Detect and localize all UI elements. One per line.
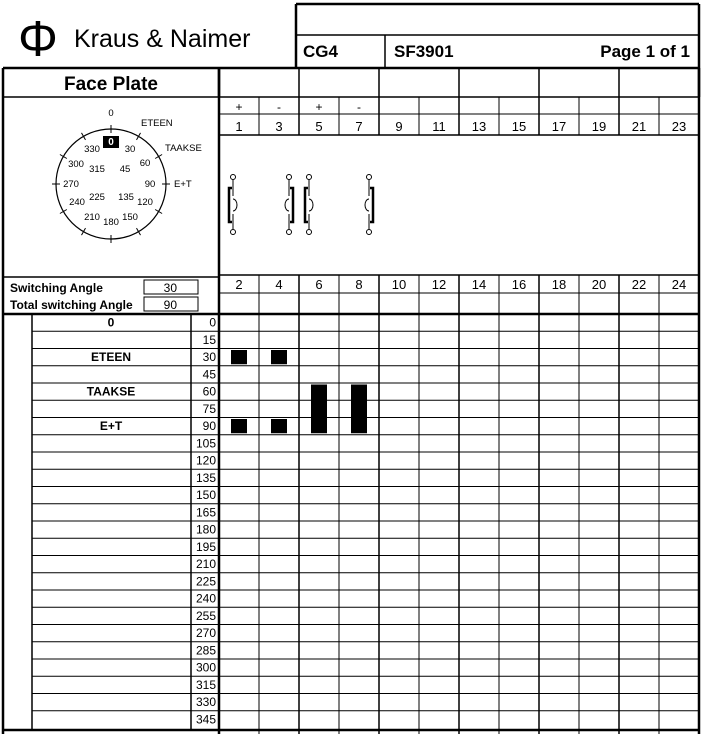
- dial-position-label: 0: [108, 137, 114, 148]
- dial-position-label: 180: [103, 217, 119, 228]
- angle-value: 255: [195, 608, 216, 623]
- contact-terminal-bottom: 6: [315, 277, 323, 292]
- angle-value: 330: [195, 695, 216, 710]
- face-plate-dial: [52, 108, 202, 243]
- angle-value: 225: [195, 574, 216, 589]
- brand-logo-symbol: Φ: [18, 11, 58, 67]
- contact-symbol: [305, 175, 313, 235]
- contact-terminal-bottom: 10: [391, 277, 407, 292]
- dial-position-label: 135: [118, 192, 134, 203]
- contact-terminal-bottom: 18: [551, 277, 567, 292]
- angle-value: 30: [202, 350, 216, 365]
- contact-terminal-top: 21: [631, 119, 647, 134]
- contact-symbol: [285, 175, 293, 235]
- angle-value: 195: [195, 539, 216, 554]
- position-label: 0: [107, 315, 115, 330]
- angle-value: 0: [209, 315, 216, 330]
- dial-outer-label: E+T: [174, 179, 192, 190]
- contact-terminal-bottom: 4: [275, 277, 283, 292]
- dial-tick: [82, 228, 86, 235]
- angle-value: 15: [202, 332, 216, 347]
- angle-value: 315: [195, 677, 216, 692]
- closed-contact-bar: [231, 350, 247, 364]
- contact-terminal-bottom: 8: [355, 277, 363, 292]
- contact-terminal-top: 1: [235, 119, 243, 134]
- contact-terminal-bottom: 12: [431, 277, 447, 292]
- contact-terminal-top: 15: [511, 119, 527, 134]
- dial-position-label: 120: [137, 197, 153, 208]
- total-switching-angle-label: Total switching Angle: [10, 298, 133, 312]
- dial-tick: [82, 133, 86, 140]
- contact-symbols: [229, 175, 373, 235]
- header: [18, 4, 699, 68]
- closed-contact-bar: [271, 350, 287, 364]
- contact-grid: [219, 68, 699, 314]
- closed-contact-bar: [271, 419, 287, 433]
- dial-position-label: 30: [124, 144, 136, 155]
- angle-value: 180: [195, 522, 216, 537]
- position-label: TAAKSE: [86, 384, 136, 399]
- angle-value: 60: [202, 384, 216, 399]
- contact-terminal-bottom: 2: [235, 277, 243, 292]
- total-switching-angle-value: 90: [163, 298, 177, 312]
- angle-value: 135: [195, 470, 216, 485]
- dial-tick: [137, 228, 141, 235]
- switching-angle-block: [3, 277, 219, 312]
- contact-terminal-top: 17: [551, 119, 567, 134]
- contact-polarity: -: [277, 100, 281, 114]
- angle-value: 45: [202, 367, 216, 382]
- dial-outer-label: ETEEN: [141, 118, 173, 129]
- program-number: SF3901: [394, 42, 454, 61]
- contact-symbol: [365, 175, 373, 235]
- contact-terminal-bottom: 14: [471, 277, 487, 292]
- contact-terminal-top: 19: [591, 119, 607, 134]
- dial-tick: [155, 155, 162, 159]
- dial-position-label: 210: [84, 212, 100, 223]
- angle-value: 105: [195, 436, 216, 451]
- contact-terminal-top: 13: [471, 119, 487, 134]
- contact-terminal-bottom: 16: [511, 277, 527, 292]
- angle-value: 300: [195, 660, 216, 675]
- face-plate-title: Face Plate: [64, 74, 158, 95]
- position-label: ETEEN: [90, 350, 132, 365]
- page-indicator: Page 1 of 1: [600, 42, 690, 61]
- dial-position-label: 90: [144, 179, 156, 190]
- angle-value: 120: [195, 453, 216, 468]
- dial-position-label: 240: [69, 197, 85, 208]
- dial-outer-label: 0: [108, 108, 114, 119]
- closed-contact-bar: [231, 419, 247, 433]
- angle-value: 345: [195, 712, 216, 727]
- angle-value: 75: [202, 401, 216, 416]
- contact-polarity: +: [315, 100, 323, 114]
- dial-outer-label: TAAKSE: [165, 143, 202, 154]
- contact-terminal-top: 23: [671, 119, 687, 134]
- angle-value: 240: [195, 591, 216, 606]
- angle-value: 90: [202, 419, 216, 434]
- dial-tick: [155, 210, 162, 214]
- angle-table: [32, 314, 699, 734]
- dial-tick: [60, 210, 67, 214]
- angle-value: 270: [195, 626, 216, 641]
- contact-terminal-bottom: 22: [631, 277, 647, 292]
- series-code: CG4: [303, 42, 338, 61]
- angle-value: 150: [195, 488, 216, 503]
- dial-tick: [137, 133, 141, 140]
- dial-position-label: 270: [63, 179, 79, 190]
- dial-position-label: 45: [119, 164, 131, 175]
- contact-terminal-top: 7: [355, 119, 363, 134]
- dial-tick: [60, 155, 67, 159]
- contact-symbol: [229, 175, 237, 235]
- contact-polarity: -: [357, 100, 361, 114]
- switching-angle-value: 30: [163, 281, 177, 295]
- angle-value: 285: [195, 643, 216, 658]
- contact-terminal-bottom: 20: [591, 277, 607, 292]
- closed-contact-bar: [351, 385, 367, 434]
- angle-value: 165: [195, 505, 216, 520]
- dial-position-label: 330: [84, 144, 100, 155]
- contact-terminal-top: 11: [432, 119, 446, 134]
- angle-value: 210: [195, 557, 216, 572]
- closed-contact-bar: [311, 385, 327, 434]
- contact-terminal-top: 9: [395, 119, 403, 134]
- position-label: E+T: [99, 419, 123, 434]
- dial-position-label: 60: [139, 158, 151, 169]
- contact-terminal-bottom: 24: [671, 277, 687, 292]
- switching-angle-label: Switching Angle: [10, 281, 103, 295]
- dial-position-label: 225: [89, 192, 105, 203]
- contact-polarity: +: [235, 100, 243, 114]
- brand-name: Kraus & Naimer: [74, 25, 251, 53]
- dial-position-label: 150: [122, 212, 138, 223]
- dial-position-label: 315: [89, 164, 105, 175]
- dial-position-label: 300: [68, 159, 84, 170]
- contact-terminal-top: 5: [315, 119, 323, 134]
- contact-terminal-top: 3: [275, 119, 283, 134]
